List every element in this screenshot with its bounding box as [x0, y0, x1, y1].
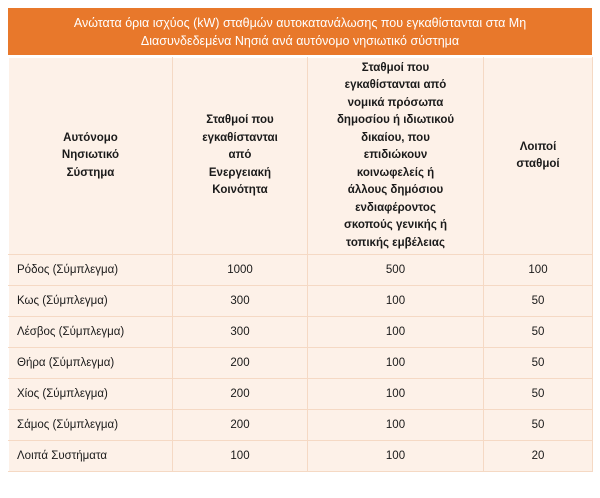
header-row: [9, 58, 593, 255]
header-line: Κοινότητα: [212, 184, 268, 197]
cell-system: Κως (Σύμπλεγμα): [9, 286, 173, 317]
table-row: [9, 379, 593, 410]
cell-legal-entities: 100: [308, 379, 484, 410]
header-line: άλλους δημόσιου: [347, 184, 444, 197]
header-line: Σύστημα: [66, 166, 115, 179]
header-line: εγκαθίστανται: [202, 131, 278, 144]
cell-system: Ρόδος (Σύμπλεγμα): [9, 255, 173, 286]
cell-energy-community: 200: [173, 379, 308, 410]
cell-legal-entities: 100: [308, 348, 484, 379]
header-other-stations: [484, 58, 593, 255]
cell-energy-community: 300: [173, 286, 308, 317]
cell-energy-community: 100: [173, 441, 308, 472]
capacity-limits-table-wrapper: [8, 8, 592, 472]
header-line: ενδιαφέροντος: [355, 201, 436, 214]
header-line: σταθμοί: [516, 158, 560, 170]
header-line: τοπικής εμβέλειας: [346, 236, 445, 249]
cell-legal-entities: 100: [308, 410, 484, 441]
header-line: Σταθμοί που: [206, 114, 274, 127]
header-line: Λοιποί: [519, 140, 557, 153]
header-line: δημοσίου ή ιδιωτικού: [336, 114, 455, 127]
cell-system: Θήρα (Σύμπλεγμα): [9, 348, 173, 379]
table-row: [9, 410, 593, 441]
cell-system: Λέσβος (Σύμπλεγμα): [9, 317, 173, 348]
table-row: [9, 255, 593, 286]
cell-other-stations: 100: [484, 255, 593, 286]
cell-energy-community: 200: [173, 410, 308, 441]
cell-other-stations: 50: [484, 379, 593, 410]
cell-other-stations: 50: [484, 317, 593, 348]
table-row: [9, 441, 593, 472]
capacity-limits-table: [8, 57, 593, 472]
header-line: δικαίου, που: [361, 131, 430, 144]
header-line: κοινωφελείς ή: [356, 166, 435, 179]
cell-other-stations: 50: [484, 286, 593, 317]
cell-system: Σάμος (Σύμπλεγμα): [9, 410, 173, 441]
header-line: Αυτόνομο: [63, 131, 118, 144]
cell-energy-community: 200: [173, 348, 308, 379]
cell-other-stations: 50: [484, 348, 593, 379]
table-title: [8, 8, 592, 57]
header-line: εγκαθίστανται από: [344, 79, 447, 92]
cell-system: Χίος (Σύμπλεγμα): [9, 379, 173, 410]
table-row: [9, 348, 593, 379]
header-line: νομικά πρόσωπα: [347, 96, 444, 109]
table-title-line: Ανώτατα όρια ισχύος (kW) σταθμών αυτοκατανάλωσης που εγκαθίστανται στα Μη: [73, 16, 527, 30]
cell-energy-community: 1000: [173, 255, 308, 286]
header-line: από: [228, 149, 252, 162]
cell-legal-entities: 100: [308, 286, 484, 317]
cell-system: Λοιπά Συστήματα: [9, 441, 173, 472]
table-title-line: Διασυνδεδεμένα Νησιά ανά αυτόνομο νησιωτικό σύστημα: [140, 34, 460, 48]
header-line: σκοπούς γενικής ή: [343, 219, 448, 232]
cell-energy-community: 300: [173, 317, 308, 348]
header-line: Νησιωτικό: [61, 149, 120, 162]
cell-legal-entities: 100: [308, 441, 484, 472]
header-legal-entities: [308, 58, 484, 255]
cell-other-stations: 50: [484, 410, 593, 441]
header-line: Σταθμοί που: [361, 61, 430, 74]
header-line: Ενεργειακή: [208, 166, 272, 179]
table-row: [9, 317, 593, 348]
table-row: [9, 286, 593, 317]
header-line: επιδιώκουν: [363, 149, 428, 162]
cell-legal-entities: 500: [308, 255, 484, 286]
header-autonomous-system: [9, 58, 173, 255]
cell-legal-entities: 100: [308, 317, 484, 348]
cell-other-stations: 20: [484, 441, 593, 472]
header-energy-community: [173, 58, 308, 255]
